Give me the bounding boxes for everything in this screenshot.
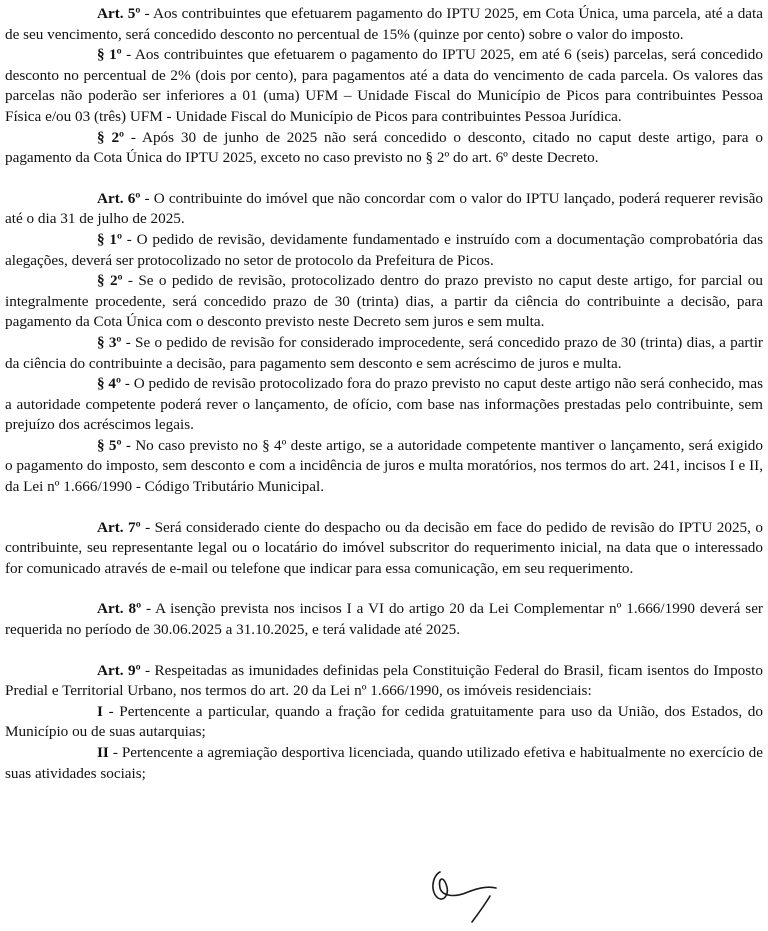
art6-p2-label: § 2º xyxy=(97,272,123,290)
art8-label: Art. 8º xyxy=(97,600,142,618)
art5-paragraph-2 xyxy=(5,128,763,169)
art5-p1-text: - Aos contribuintes que efetuarem o pagamento do IPTU 2025, em até 6 (seis) parcelas, será concedido desconto no percentual de 2% (dois por cento), para pagamentos até a data do vencimento de cada parcela. Os valores das parcelas não poderão ser inferiores a 01 (uma) UFM – Unidade Fiscal do Município de Picos para contribuintes Pessoa Física e/ou 03 (três) UFM - Unidade Fiscal do Município de Picos para contribuintes Pessoa Jurídica. xyxy=(5,46,763,125)
art6-paragraph-1 xyxy=(5,230,763,271)
art6-p3-label: § 3º xyxy=(97,333,122,351)
art6-p4-label: § 4º xyxy=(97,375,122,393)
art6-p2-text: - Se o pedido de revisão, protocolizado dentro do prazo previsto no caput deste artigo, for parcial ou integralmente procedente, será concedido prazo de 30 (trinta) dias, a partir da ciência do contribuinte a decisão, para pagamento da Cota Única com o desconto previsto neste Decreto sem juros e sem multa. xyxy=(5,272,763,331)
art6-p3-text: - Se o pedido de revisão for considerado improcedente, será concedido prazo de 30 (trinta) dias, a partir da ciência do contribuinte a decisão, para pagamento sem desconto e sem acréscimo de juros e multa. xyxy=(5,333,763,372)
art6-caput xyxy=(5,189,763,230)
art9-i2-label: II xyxy=(97,744,109,761)
art5-p1-label: § 1º xyxy=(97,46,122,64)
signature-stroke xyxy=(433,872,496,922)
art5-text: - Aos contribuintes que efetuarem pagamento do IPTU 2025, em Cota Única, uma parcela, até a data de seu vencimento, será concedido desconto no percentual de 15% (quinze por cento) sobre o valor do imposto. xyxy=(5,5,763,43)
art6-paragraph-4 xyxy=(5,374,763,436)
art6-paragraph-5 xyxy=(5,436,763,498)
art6-paragraph-2 xyxy=(5,271,763,333)
art9-caput xyxy=(5,661,763,702)
art9-i1-text: - Pertencente a particular, quando a fração for cedida gratuitamente para uso da União, dos Estados, do Município ou de suas autarquias; xyxy=(5,702,763,741)
spacer xyxy=(5,641,763,661)
art5-p2-text: - Após 30 de junho de 2025 não será concedido o desconto, citado no caput deste artigo, para o pagamento da Cota Única do IPTU 2025, exceto no caso previsto no § 2º do art. 6º deste Decreto. xyxy=(5,128,763,167)
art5-p2-label: § 2º xyxy=(97,128,125,146)
art6-p1-text: - O pedido de revisão, devidamente fundamentado e instruído com a documentação comprobatória das alegações, deverá ser protocolizado no setor de protocolo da Prefeitura de Picos. xyxy=(5,230,763,269)
art7-caput xyxy=(5,518,763,580)
art5-caput xyxy=(5,4,763,45)
spacer xyxy=(5,169,763,189)
art8-text: - A isenção prevista nos incisos I a VI do artigo 20 da Lei Complementar nº 1.666/1990 deverá ser requerida no período de 30.06.2025 a 31.10.2025, e terá validade até 2025. xyxy=(5,600,763,639)
document-page xyxy=(5,4,763,784)
spacer xyxy=(5,579,763,599)
art9-i1-label: I xyxy=(97,702,103,720)
art6-p5-label: § 5º xyxy=(97,436,122,454)
art9-inciso-1 xyxy=(5,702,763,743)
art7-text: - Será considerado ciente do despacho ou da decisão em face do pedido de revisão do IPTU 2025, o contribuinte, seu representante legal ou o locatário do imóvel subscritor do requerimento inicial, na data que o interessado for comunicado através de e-mail ou telefone que indicar para essa comunicação, em seu requerimento. xyxy=(5,518,763,577)
spacer xyxy=(5,498,763,518)
art6-label: Art. 6º xyxy=(97,189,141,207)
art9-i2-text: - Pertencente a agremiação desportiva licenciada, quando utilizado efetiva e habitualmente no exercício de suas atividades sociais; xyxy=(5,744,763,782)
art9-label: Art. 9º xyxy=(97,661,141,679)
art6-p4-text: - O pedido de revisão protocolizado fora do prazo previsto no caput deste artigo não será conhecido, mas a autoridade competente poderá rever o lançamento, de ofício, com base nas informações prestadas pelo contribuinte, sem prejuízo dos acréscimos legais. xyxy=(5,375,763,434)
art9-text: - Respeitadas as imunidades definidas pela Constituição Federal do Brasil, ficam isentos do Imposto Predial e Territorial Urbano, nos termos do art. 20 da Lei nº 1.666/1990, os imóveis residenciais: xyxy=(5,661,763,700)
art6-text: - O contribuinte do imóvel que não concordar com o valor do IPTU lançado, poderá requerer revisão até o dia 31 de julho de 2025. xyxy=(5,189,763,228)
art6-p1-label: § 1º xyxy=(97,230,122,248)
art5-label: Art. 5º xyxy=(97,5,141,22)
handwritten-signature-icon xyxy=(428,858,508,926)
art9-inciso-2 xyxy=(5,743,763,784)
art7-label: Art. 7º xyxy=(97,518,141,536)
art6-paragraph-3 xyxy=(5,333,763,374)
art8-caput xyxy=(5,599,763,640)
art6-p5-text: - No caso previsto no § 4º deste artigo, se a autoridade competente mantiver o lançamento, será exigido o pagamento do imposto, sem desconto e com a incidência de juros e multa moratórios, nos termos do art. 241, incisos I e II, da Lei nº 1.666/1990 - Código Tributário Municipal. xyxy=(5,436,763,496)
art5-paragraph-1 xyxy=(5,45,763,127)
